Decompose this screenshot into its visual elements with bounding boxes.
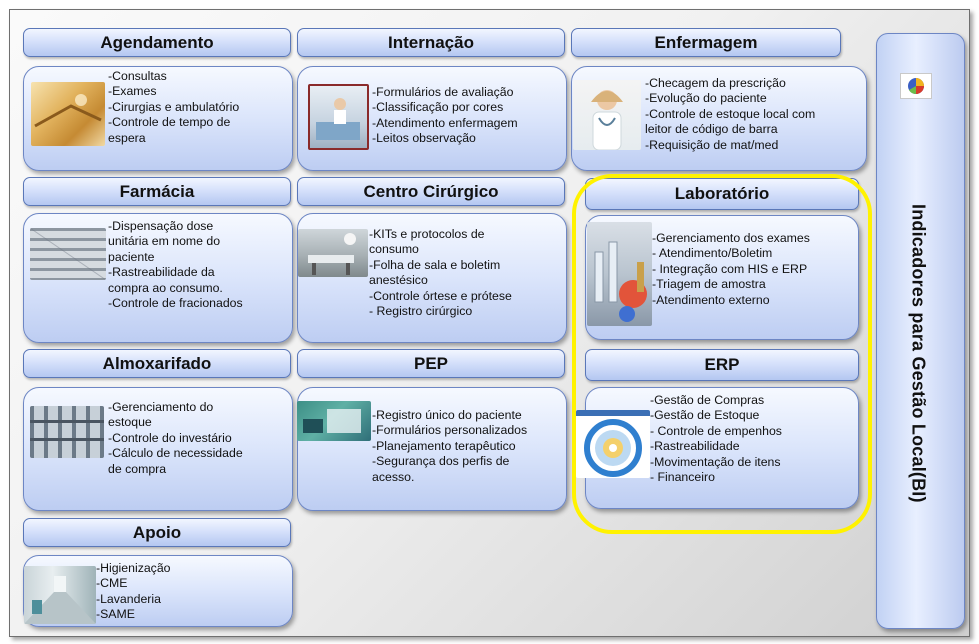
list-item: anestésico	[369, 273, 428, 288]
list-item: -Classificação por cores	[372, 100, 504, 115]
list-item: -Leitos observação	[372, 131, 476, 146]
list-item: -Controle de estoque local com	[645, 106, 816, 121]
list-item: -Exames	[108, 84, 157, 99]
list-item: -KITs e protocolos de	[369, 227, 485, 241]
list-item: - Atendimento/Boletim	[652, 246, 773, 261]
support-corridor-photo-icon	[24, 566, 96, 624]
list-item: -Rastreabilidade	[650, 439, 740, 454]
list-item: -Gerenciamento do	[108, 400, 214, 414]
list-item: -Dispensação dose	[108, 219, 214, 233]
pep-title: PEP	[413, 353, 449, 373]
agendamento-list	[108, 69, 288, 146]
list-item: unitária em nome do	[108, 234, 221, 249]
list-item: -Rastreabilidade da	[108, 265, 215, 280]
centro-cirurgico-title: Centro Cirúrgico	[363, 181, 499, 201]
almoxarifado-title: Almoxarifado	[102, 353, 212, 373]
internacao-title: Internação	[388, 32, 474, 52]
agendamento-header[interactable]	[23, 28, 291, 57]
enfermagem-title: Enfermagem	[654, 32, 758, 52]
warehouse-photo-icon	[30, 406, 104, 458]
pep-header[interactable]	[297, 349, 565, 378]
almoxarifado-list	[108, 400, 288, 477]
list-item: -Gestão de Estoque	[650, 408, 760, 423]
enfermagem-header[interactable]	[571, 28, 841, 57]
list-item: -Movimentação de itens	[650, 454, 781, 469]
list-item: consumo	[369, 242, 419, 257]
list-item: -Controle de tempo de	[108, 115, 231, 130]
list-item: -Cirurgias e ambulatório	[108, 99, 240, 114]
list-item: -Atendimento enfermagem	[372, 115, 518, 130]
farmacia-title: Farmácia	[119, 181, 195, 201]
list-item: -Evolução do paciente	[645, 91, 767, 106]
centro-cirurgico-list	[369, 227, 564, 319]
list-item: -Higienização	[96, 561, 171, 575]
reception-photo-icon	[308, 84, 369, 150]
agendamento-title: Agendamento	[100, 32, 214, 52]
farmacia-header[interactable]	[23, 177, 291, 206]
list-item: compra ao consumo.	[108, 280, 223, 295]
list-item: -CME	[96, 576, 128, 591]
list-item: - Financeiro	[650, 470, 715, 485]
list-item: - Integração com HIS e ERP	[652, 261, 808, 276]
pep-list	[372, 408, 564, 485]
list-item: - Registro cirúrgico	[369, 304, 473, 319]
list-item: espera	[108, 130, 146, 145]
list-item: -Segurança dos perfis de	[372, 454, 510, 469]
list-item: -Registro único do paciente	[372, 408, 522, 422]
list-item: de compra	[108, 461, 167, 476]
operating-room-photo-icon	[298, 229, 368, 277]
farmacia-list	[108, 219, 288, 311]
medical-record-photo-icon	[297, 401, 371, 441]
list-item: -Controle órtese e prótese	[369, 288, 512, 303]
almoxarifado-header[interactable]	[23, 349, 291, 378]
list-item: estoque	[108, 415, 152, 430]
bi-title: Indicadores para Gestão Local(BI)	[908, 203, 929, 503]
erp-title: ERP	[704, 355, 740, 374]
list-item: -Planejamento terapêutico	[372, 438, 516, 453]
list-item: -SAME	[96, 607, 135, 622]
enfermagem-list	[645, 76, 863, 153]
apoio-list	[96, 561, 286, 623]
nurse-photo-icon	[573, 80, 641, 150]
list-item: -Formulários de avaliação	[372, 85, 514, 99]
list-item: acesso.	[372, 469, 415, 484]
list-item: - Controle de empenhos	[650, 423, 782, 438]
list-item: -Gestão de Compras	[650, 393, 765, 407]
internacao-list	[372, 85, 562, 147]
highlight-outline	[572, 174, 872, 534]
internacao-header[interactable]	[297, 28, 565, 57]
list-item: -Gerenciamento dos exames	[652, 231, 810, 245]
list-item: -Triagem de amostra	[652, 277, 766, 292]
list-item: -Requisição de mat/med	[645, 137, 779, 152]
list-item: -Atendimento externo	[652, 292, 770, 307]
appointment-photo-icon	[31, 82, 105, 146]
list-item: -Formulários personalizados	[372, 423, 528, 438]
apoio-header[interactable]	[23, 518, 291, 547]
list-item: -Checagem da prescrição	[645, 76, 786, 90]
list-item: paciente	[108, 249, 155, 264]
diagram-canvas	[9, 9, 970, 637]
list-item: leitor de código de barra	[645, 122, 778, 137]
list-item: -Folha de sala e boletim	[369, 257, 501, 272]
list-item: -Consultas	[108, 69, 167, 83]
pie-chart-icon	[900, 73, 932, 99]
centro-cirurgico-header[interactable]	[297, 177, 565, 206]
apoio-title: Apoio	[132, 522, 182, 542]
laboratorio-title: Laboratório	[674, 184, 770, 203]
list-item: -Controle do investário	[108, 430, 232, 445]
list-item: -Controle de fracionados	[108, 296, 243, 311]
pharmacy-shelves-photo-icon	[30, 228, 106, 280]
list-item: -Lavanderia	[96, 591, 161, 606]
list-item: -Cálculo de necessidade	[108, 446, 243, 461]
